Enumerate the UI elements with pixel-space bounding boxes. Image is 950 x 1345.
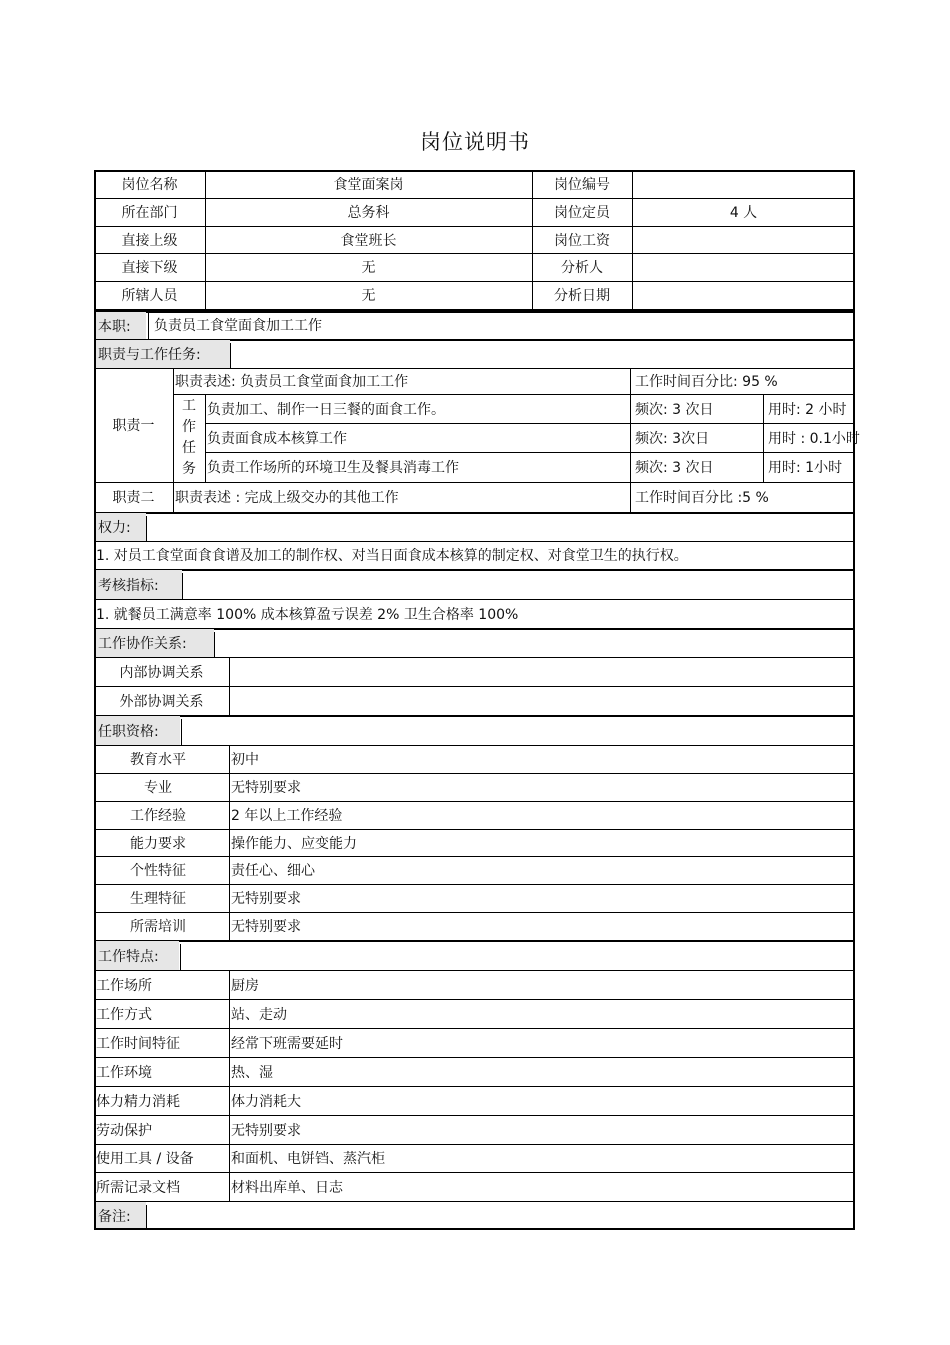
task-text: 负责工作场所的环境卫生及餐具消毒工作 bbox=[207, 460, 459, 476]
field-label: 岗位名称 bbox=[121, 177, 178, 193]
feature-label: 工作环境 bbox=[96, 1064, 152, 1081]
field-value bbox=[632, 226, 855, 253]
task-vertical-char: 工 bbox=[182, 398, 196, 414]
duty-1-pct: 工作时间百分比: 95 % bbox=[635, 374, 778, 390]
qualification-value: 无特别要求 bbox=[231, 891, 301, 907]
field-label: 所辖人员 bbox=[121, 288, 178, 304]
feature-label: 工作方式 bbox=[96, 1006, 152, 1023]
rule-h bbox=[94, 569, 855, 571]
feature-value: 站、走动 bbox=[231, 1006, 287, 1023]
field-value: 食堂班长 bbox=[340, 232, 397, 249]
duty-text: 负责员工食堂面食加工工作 bbox=[154, 318, 322, 334]
rule-v bbox=[230, 343, 231, 368]
rule-h bbox=[94, 940, 855, 942]
field-label: 岗位定员 bbox=[554, 205, 610, 221]
rule-h bbox=[94, 1201, 855, 1202]
feature-value: 体力消耗大 bbox=[231, 1093, 301, 1110]
task-vertical-char: 务 bbox=[182, 461, 196, 477]
field-value bbox=[632, 281, 855, 309]
coop-value bbox=[229, 657, 857, 686]
section-header: 备注: bbox=[96, 1202, 146, 1229]
section-header: 任职资格: bbox=[96, 716, 180, 745]
rule-v bbox=[182, 573, 183, 599]
feature-label: 体力精力消耗 bbox=[96, 1093, 180, 1110]
task-vertical-char: 作 bbox=[182, 419, 196, 435]
qualification-value: 无特别要求 bbox=[231, 780, 301, 796]
section-header: 工作特点: bbox=[96, 941, 179, 970]
feature-value: 无特别要求 bbox=[231, 1122, 301, 1139]
qualification-label: 专业 bbox=[144, 780, 172, 796]
task-vertical-label bbox=[173, 394, 205, 482]
qualification-value: 无特别要求 bbox=[231, 919, 301, 935]
qualification-value: 初中 bbox=[231, 752, 259, 768]
kpi-text: 1. 就餐员工满意率 100% 成本核算盈亏误差 2% 卫生合格率 100% bbox=[96, 606, 519, 623]
feature-label: 工作时间特征 bbox=[96, 1035, 180, 1052]
section-header: 职责与工作任务: bbox=[96, 340, 230, 368]
coop-value bbox=[229, 686, 857, 715]
rule-h bbox=[94, 512, 855, 514]
task-time: 用时: 2 小时 bbox=[768, 401, 847, 418]
section-header: 权力: bbox=[96, 513, 146, 541]
page-title: 岗位说明书 bbox=[420, 130, 530, 154]
feature-label: 劳动保护 bbox=[96, 1122, 152, 1139]
coop-label: 外部协调关系 bbox=[119, 693, 204, 710]
section-header: 工作协作关系: bbox=[96, 629, 214, 657]
duty-1-label: 职责一 bbox=[112, 418, 155, 434]
task-text: 负责面食成本核算工作 bbox=[207, 430, 347, 447]
rule-v bbox=[146, 516, 147, 541]
feature-label: 所需记录文档 bbox=[96, 1179, 180, 1196]
qualification-label: 个性特征 bbox=[130, 863, 186, 879]
task-time: 用时: 1小时 bbox=[768, 460, 843, 476]
task-time: 用时 : 0.1小时 bbox=[768, 430, 860, 447]
duty-2-pct: 工作时间百分比 :5 % bbox=[635, 490, 769, 506]
duty-2-desc: 职责表述 : 完成上级交办的其他工作 bbox=[175, 490, 399, 506]
feature-label: 工作场所 bbox=[96, 977, 152, 994]
duty-1-desc: 职责表述: 负责员工食堂面食加工工作 bbox=[175, 374, 409, 390]
rule-h bbox=[94, 1228, 855, 1230]
field-label: 岗位工资 bbox=[554, 232, 610, 249]
coop-label: 内部协调关系 bbox=[119, 664, 204, 681]
field-label: 岗位编号 bbox=[554, 177, 610, 193]
field-value: 无 bbox=[361, 260, 376, 276]
feature-value: 经常下班需要延时 bbox=[231, 1035, 343, 1052]
qualification-value: 操作能力、应变能力 bbox=[231, 835, 357, 852]
qualification-value: 责任心、细心 bbox=[231, 863, 315, 879]
rule-v bbox=[181, 719, 182, 745]
task-frequency: 频次: 3 次日 bbox=[635, 401, 714, 418]
feature-label: 使用工具 / 设备 bbox=[96, 1151, 194, 1167]
rule-v bbox=[214, 632, 215, 657]
rule-v bbox=[180, 944, 181, 970]
feature-value: 热、湿 bbox=[231, 1064, 273, 1081]
rule-v bbox=[148, 311, 149, 339]
field-label: 所在部门 bbox=[121, 205, 178, 221]
field-value: 无 bbox=[361, 288, 376, 304]
field-label: 分析人 bbox=[561, 260, 603, 276]
task-vertical-char: 任 bbox=[182, 440, 196, 456]
task-frequency: 频次: 3次日 bbox=[635, 430, 710, 447]
field-label: 直接下级 bbox=[121, 260, 178, 276]
field-value bbox=[632, 170, 855, 198]
qualification-label: 生理特征 bbox=[130, 891, 186, 907]
duty-2-label: 职责二 bbox=[112, 490, 155, 506]
qualification-label: 所需培训 bbox=[130, 919, 186, 935]
qualification-label: 工作经验 bbox=[130, 808, 186, 824]
task-frequency: 频次: 3 次日 bbox=[635, 460, 714, 476]
task-text: 负责加工、制作一日三餐的面食工作。 bbox=[207, 401, 445, 418]
power-text: 1. 对员工食堂面食食谱及加工的制作权、对当日面食成本核算的制定权、对食堂卫生的执行权。 bbox=[96, 548, 688, 564]
section-header: 考核指标: bbox=[96, 570, 182, 599]
duty-label: 本职: bbox=[96, 312, 146, 339]
feature-value: 厨房 bbox=[231, 977, 259, 994]
field-value: 食堂面案岗 bbox=[333, 177, 404, 193]
rule-h bbox=[94, 715, 855, 717]
rule-v bbox=[146, 1205, 147, 1229]
field-value: 4 人 bbox=[729, 205, 758, 221]
qualification-value: 2 年以上工作经验 bbox=[231, 808, 343, 824]
qualification-label: 教育水平 bbox=[130, 752, 186, 768]
qualification-label: 能力要求 bbox=[130, 835, 186, 852]
field-value bbox=[632, 253, 855, 281]
field-label: 直接上级 bbox=[121, 232, 178, 249]
field-label: 分析日期 bbox=[554, 288, 610, 304]
feature-value: 和面机、电饼铛、蒸汽柜 bbox=[231, 1151, 385, 1167]
field-value: 总务科 bbox=[347, 205, 390, 221]
feature-value: 材料出库单、日志 bbox=[231, 1179, 343, 1196]
